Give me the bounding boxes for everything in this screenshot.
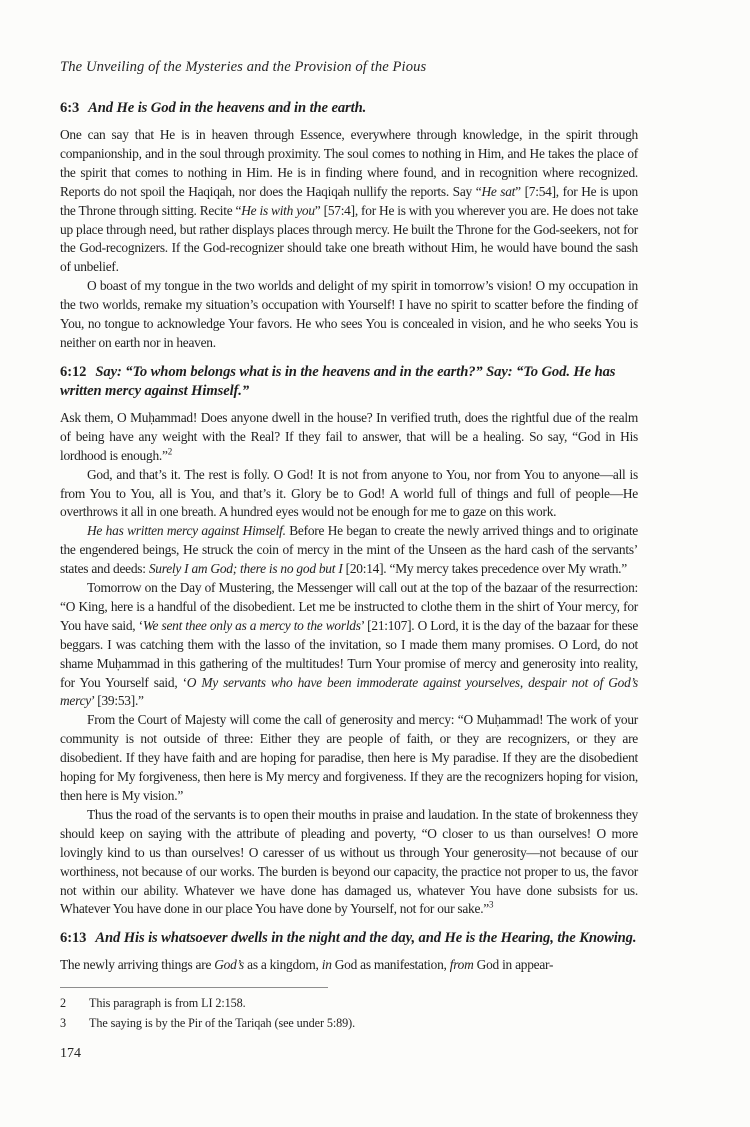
paragraph — [60, 277, 638, 353]
italic-text: He is with you — [241, 202, 315, 218]
italic-text: And He is God in the heavens and in the earth. — [88, 100, 367, 116]
body-text: O boast of my tongue in the two worlds and delight of my spirit in tomorrow’s vision! O my occupation in the two worlds, remake my situation’s occupation with Yourself! I have no spirit to scatter before the finding of You, no tongue to acknowledge Your favors. He who sees You is concealed in vision, and he who seeks You is neither on earth nor in heaven. — [60, 278, 638, 350]
paragraph — [60, 522, 638, 579]
paragraph — [60, 579, 638, 711]
running-header: The Unveiling of the Mysteries and the Provision of the Pious — [60, 59, 427, 75]
paragraph — [60, 126, 638, 277]
footnote-divider — [60, 987, 328, 988]
italic-text: God’s — [214, 957, 245, 973]
paragraph — [60, 956, 638, 975]
paragraph — [60, 409, 638, 466]
body-text: Before He began to create the newly arrived things and to originate the engendered beings, He struck the coin of mercy in the mint of the Unseen as the hard cash of the servants’ states and deeds: — [60, 523, 638, 577]
verse-heading-6-12 — [60, 363, 638, 401]
body-text: as a kingdom, — [244, 957, 322, 973]
body-text: Ask them, O Muḥammad! Does anyone dwell in the house? In verified truth, does the rightful due of the realm of being have any weight with the Real? If they fail to answer, that will be a healing. So say, “God in His lordhood is enough.” — [60, 409, 638, 463]
body-text: ’ [21:107]. O Lord, it is the day of the bazaar for these beggars. I was catching them with the lasso of the invitation, so I made them many promises. O Lord, do not shame Muḥammad in this gathering of the multitudes! Turn Your promise of mercy and generosity into reality, for You Yourself said, ‘ — [60, 617, 639, 690]
italic-text: Surely I am God; there is no god but I — [148, 561, 343, 577]
body-text: God in appear- — [473, 957, 554, 973]
footnote-block — [60, 987, 638, 1033]
footnote-list — [60, 994, 638, 1033]
italic-text: He has written mercy against Himself. — [87, 523, 286, 539]
body-text: The newly arriving things are — [60, 957, 215, 973]
italic-text: O My servants who have been immoderate against yourselves, despair not of God’s mercy — [60, 674, 638, 709]
page-number: 174 — [60, 1046, 81, 1062]
italic-text: And His is whatsoever dwells in the night and the day, and He is the Hearing, the Knowing. — [95, 930, 637, 947]
footnote-text: This paragraph is from LI 2:158. — [89, 996, 246, 1011]
footnote-number: 2 — [60, 996, 66, 1011]
body-text: ” [7:54], for He is upon the Throne through sitting. Recite “ — [60, 183, 638, 218]
italic-text: in — [321, 957, 332, 973]
body-text: From the Court of Majesty will come the call of generosity and mercy: “O Muḥammad! The work of your community is not outside of three: Either they are people of faith, or they are recognizers, or they are disobedient. If they have faith and are hoping for paradise, then here is My paradise. If they are the disobedient hoping for My forgiveness, then here is My mercy and forgiveness. If they are the recognizers hoping for vision, then here is My vision.” — [60, 712, 638, 803]
verse-heading-6-13 — [60, 929, 638, 948]
footnote-text: The saying is by the Pir of the Tariqah (see under 5:89). — [89, 1015, 356, 1030]
body-text: ’ [39:53].” — [90, 693, 144, 709]
verse-heading-6-3 — [60, 99, 638, 118]
body-text: God as manifestation, — [331, 957, 450, 973]
content-blocks — [60, 99, 638, 975]
body-text: ” [57:4], for He is with you wherever you are. He does not take up place through need, but rather displays places through mercy. He built the Throne for the God-seekers, not for the God-recognizers. If the God-recognizer should take one breath without Him, he would have bound the sash of unbelief. — [60, 202, 639, 275]
italic-text: We sent thee only as a mercy to the worlds — [142, 617, 361, 633]
body-text: [20:14]. “My mercy takes precedence over My wrath.” — [342, 561, 627, 577]
paragraph — [60, 466, 638, 523]
footnote — [60, 1014, 638, 1034]
italic-text: He sat — [481, 183, 516, 199]
italic-text: Say: “To whom belongs what is in the heavens and in the earth?” Say: “To God. He has written mercy against Himself.” — [60, 363, 616, 399]
verse-number: 6:13 — [60, 930, 87, 947]
footnote-ref: 2 — [167, 446, 173, 457]
footnote-number: 3 — [60, 1015, 66, 1030]
verse-number: 6:3 — [60, 100, 80, 116]
footnote-ref: 3 — [489, 899, 494, 910]
verse-number: 6:12 — [60, 363, 87, 380]
body-text: God, and that’s it. The rest is folly. O God! It is not from anyone to You, nor from You to anyone—all is from You to You, all is You, and that’s it. Glory be to God! A world full of things and full of people—He overthrows it all in one breath. A hundred eyes would not be enough for me to gaze on this work. — [60, 466, 638, 520]
body-text: One can say that He is in heaven through Essence, everywhere through knowledge, in the spirit through companionship, and in the soul through proximity. The soul comes to nothing in Him, and He takes the place of the spirit that comes to nothing in Him. He is in finding where found, and in recognition where recognized. Reports do not spoil the Haqiqah, nor does the Haqiqah nullify the reports. Say “ — [60, 127, 638, 199]
italic-text: from — [449, 957, 474, 973]
body-text: Tomorrow on the Day of Mustering, the Messenger will call out at the top of the bazaar of the resurrection: “O King, here is a handful of the disobedient. Let me be instructed to clothe them in the shirt of Your mercy, for You have said, ‘ — [60, 580, 638, 633]
footnote — [60, 994, 638, 1014]
paragraph — [60, 806, 638, 919]
paragraph — [60, 711, 638, 806]
page-content — [60, 58, 638, 1062]
body-text: Thus the road of the servants is to open their mouths in praise and laudation. In the state of brokenness they should keep on saying with the attribute of pleading and poverty, “O closer to us than ourselves! O more lovingly kind to us than ourselves! O caresser of us without us through Your generosity—not because of our worthiness, not because of our works. The burden is beyond our capacity, the practice not proper to us, the favor not within our ability. Whatever we have done has damaged us, whatever You have done subsists for us. Whatever You have done in our place You have done by Yourself, not for our sake.” — [60, 806, 638, 917]
